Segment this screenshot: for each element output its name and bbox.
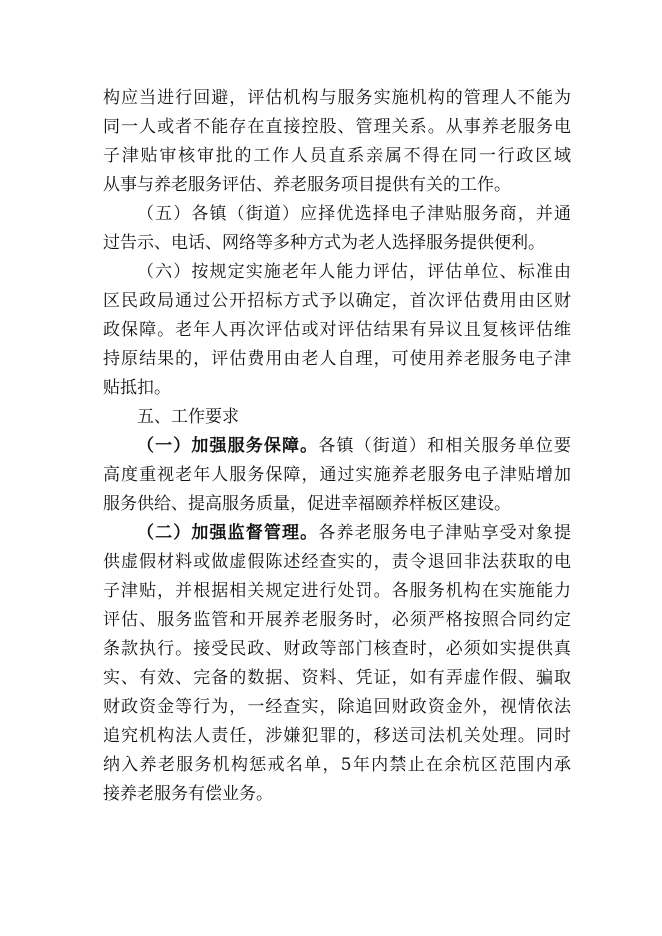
text-line: [103, 519, 571, 548]
text-line: 财政资金等行为，一经查实，除追回财政资金外，视情依法: [103, 697, 571, 717]
paragraph-item-5: [103, 200, 571, 258]
text-line: 接养老服务有偿业务。: [103, 784, 273, 804]
paragraph-item-6: [103, 258, 571, 403]
text-line: 子津贴，并根据相关规定进行处罚。各服务机构在实施能力: [103, 581, 571, 601]
paragraph-service-guarantee: [103, 432, 571, 519]
section-heading: 五、工作要求: [137, 407, 239, 427]
text-line: 评估、服务监管和开展养老服务时，必须严格按照合同约定: [103, 610, 571, 630]
text-line: 追究机构法人责任，涉嫌犯罪的，移送司法机关处理。同时: [103, 726, 571, 746]
bold-lead: （一）加强服务保障。: [137, 436, 319, 456]
paragraph-supervision: [103, 519, 571, 809]
text-line: 过告示、电话、网络等多种方式为老人选择服务提供便利。: [103, 233, 545, 253]
text-line: 纳入养老服务机构惩戒名单，5年内禁止在余杭区范围内承: [103, 755, 571, 775]
text-line: 政保障。老年人再次评估或对评估结果有异议且复核评估维: [103, 320, 571, 340]
paragraph-avoidance: [103, 84, 571, 200]
bold-lead: （二）加强监督管理。: [137, 523, 319, 543]
text-span: 各镇（街道）和相关服务单位要: [318, 436, 572, 456]
text-line: [103, 432, 571, 461]
text-line: （六）按规定实施老年人能力评估，评估单位、标准由: [137, 262, 571, 282]
text-span: 各养老服务电子津贴享受对象提: [318, 523, 572, 543]
text-line: 高度重视老年人服务保障，通过实施养老服务电子津贴增加: [103, 465, 571, 485]
text-line: 从事与养老服务评估、养老服务项目提供有关的工作。: [103, 175, 511, 195]
text-line: 实、有效、完备的数据、资料、凭证，如有弄虚作假、骗取: [103, 668, 571, 688]
text-line: 构应当进行回避，评估机构与服务实施机构的管理人不能为: [103, 88, 571, 108]
text-line: 供虚假材料或做虚假陈述经查实的，责令退回非法获取的电: [103, 552, 571, 572]
text-line: 同一人或者不能存在直接控股、管理关系。从事养老服务电: [103, 117, 571, 137]
text-line: 区民政局通过公开招标方式予以确定，首次评估费用由区财: [103, 291, 571, 311]
text-line: 持原结果的，评估费用由老人自理，可使用养老服务电子津: [103, 349, 571, 369]
text-line: 贴抵扣。: [103, 378, 171, 398]
text-line: 条款执行。接受民政、财政等部门核查时，必须如实提供真: [103, 639, 571, 659]
text-line: （五）各镇（街道）应择优选择电子津贴服务商，并通: [137, 204, 571, 224]
text-line: 子津贴审核审批的工作人员直系亲属不得在同一行政区域: [103, 146, 571, 166]
document-page: [103, 84, 571, 809]
text-line: 服务供给、提高服务质量，促进幸福颐养样板区建设。: [103, 494, 511, 514]
